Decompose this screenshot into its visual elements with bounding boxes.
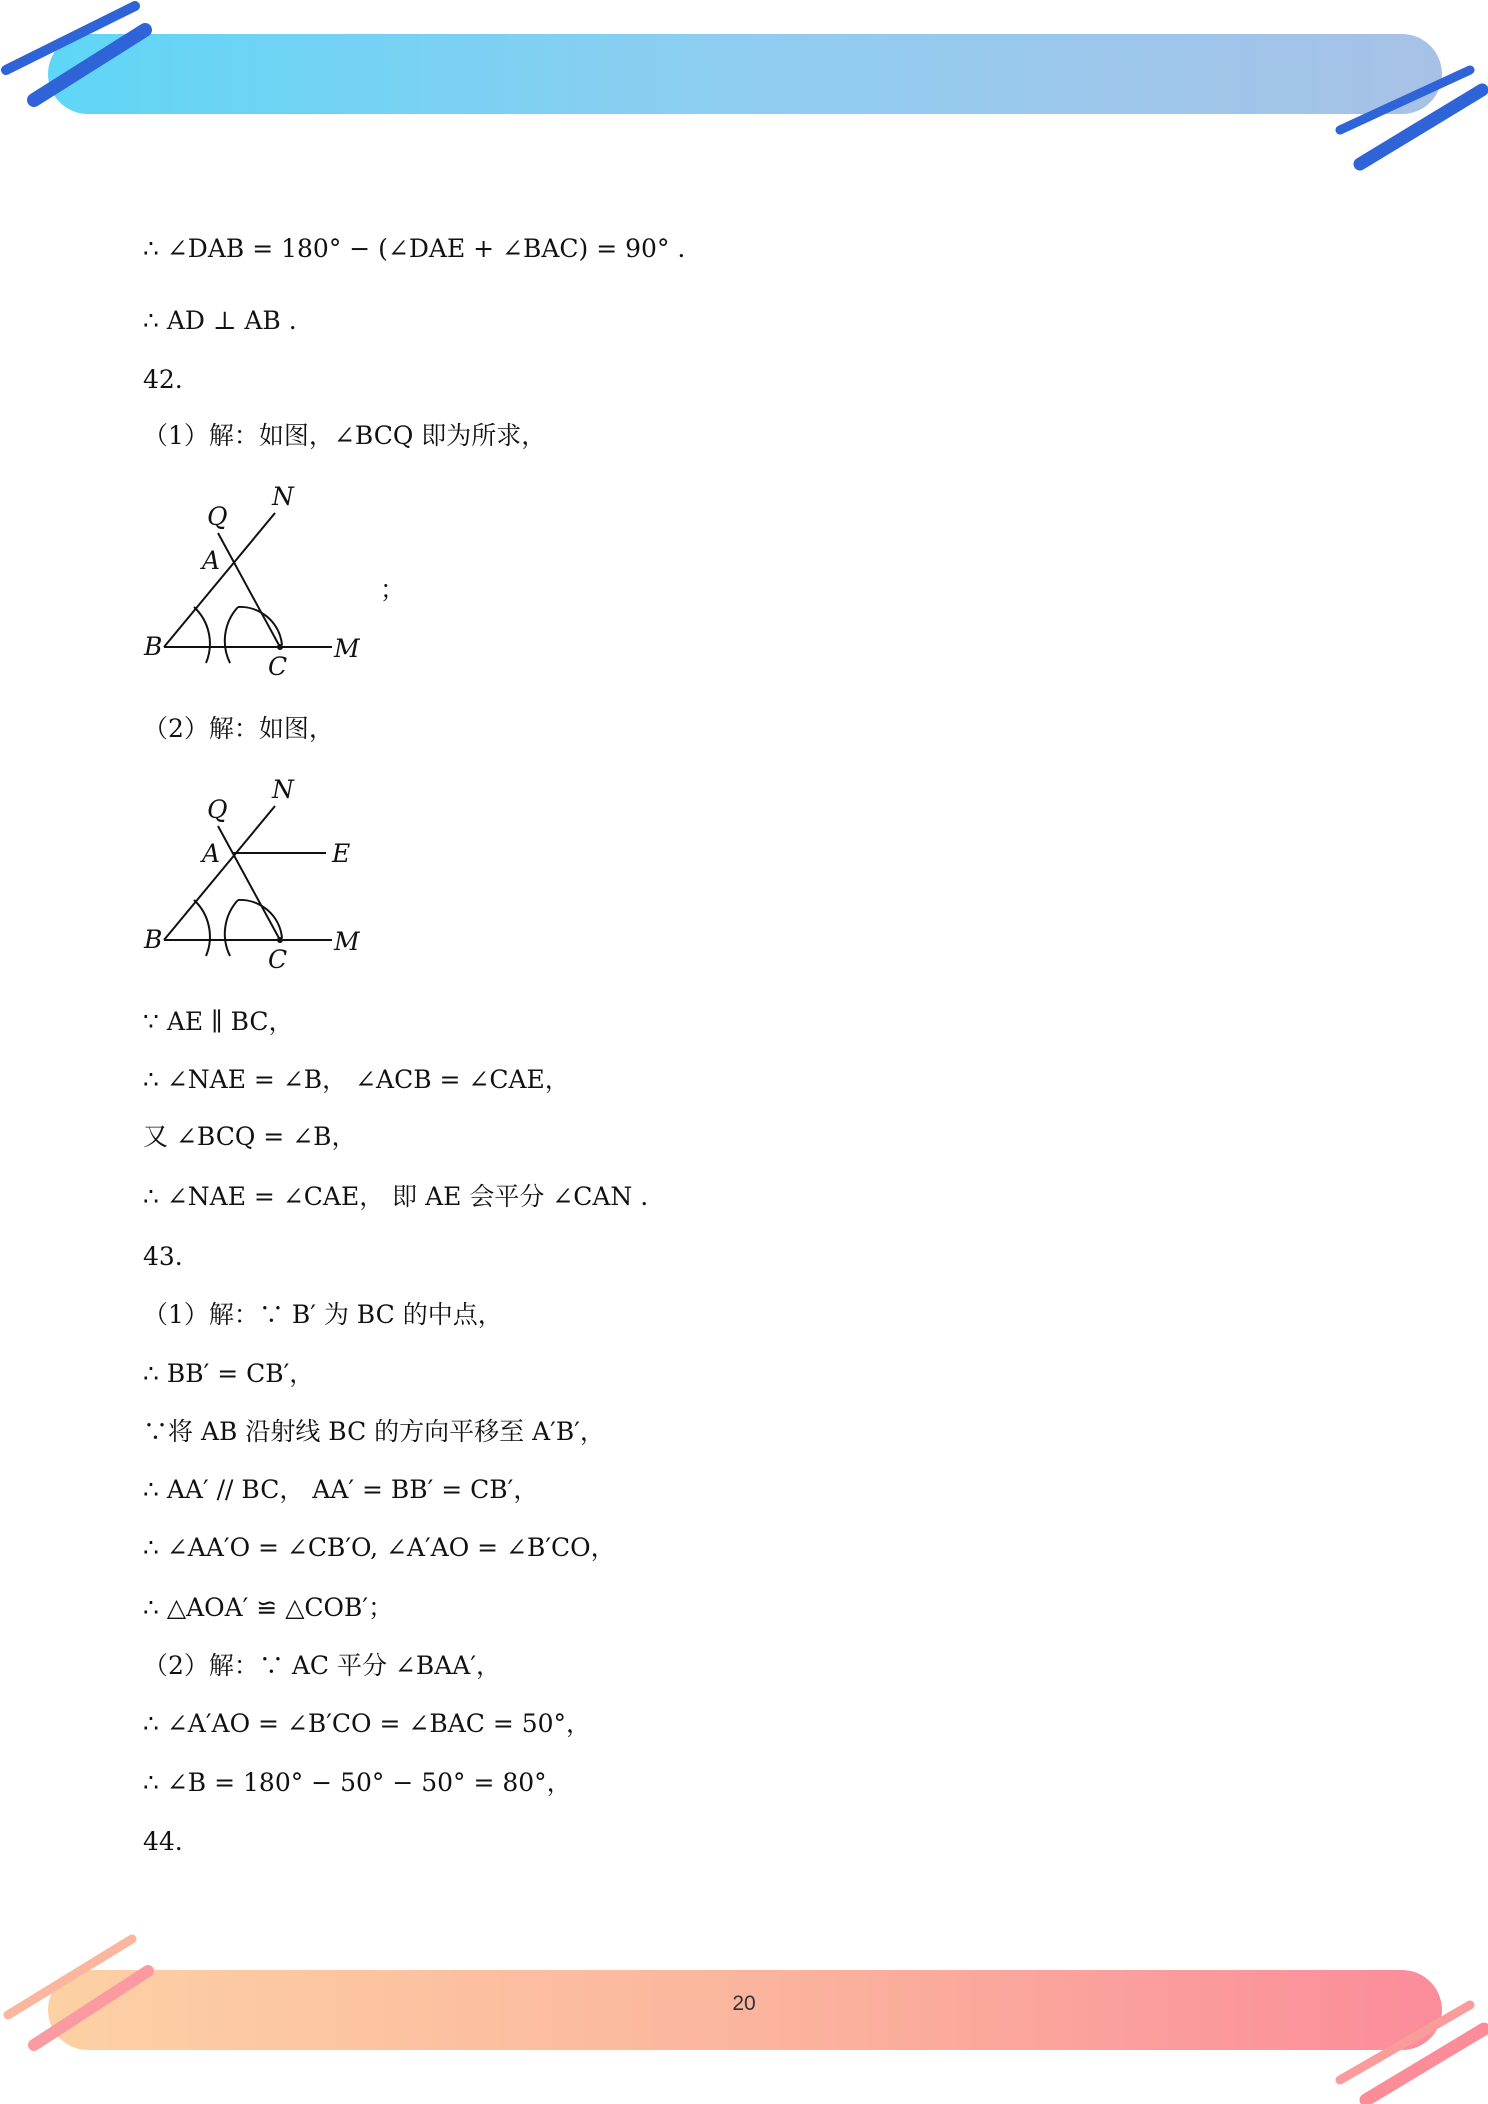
label-c: C <box>268 945 288 974</box>
label-e: E <box>332 839 351 868</box>
label-n: N <box>272 775 294 804</box>
geometry-figure-1 <box>140 475 380 685</box>
text-line: （2）解：如图， <box>143 714 334 743</box>
text-line: ∴ ∠B = 180° − 50° − 50° = 80°， <box>143 1768 572 1797</box>
text-line: ∴ BB′ = CB′， <box>143 1359 315 1388</box>
header-stripe-left <box>0 0 160 120</box>
label-q: Q <box>207 502 228 531</box>
text-line: ∴ ∠NAE = ∠CAE， 即 AE 会平分 ∠CAN . <box>143 1182 649 1211</box>
question-number: 43. <box>143 1242 183 1271</box>
text-line: ∴ AD ⊥ AB . <box>143 306 297 335</box>
segment-qc <box>218 826 280 940</box>
arc-c-small <box>225 900 238 956</box>
text-line: （2）解：∵ AC 平分 ∠BAA′， <box>143 1651 502 1680</box>
label-c: C <box>268 652 288 681</box>
text-line: （1）解：如图，∠BCQ 即为所求， <box>143 421 547 450</box>
text-line: ∴ ∠AA′O = ∠CB′O, ∠A′AO = ∠B′CO， <box>143 1533 616 1562</box>
ray-bn <box>164 513 275 647</box>
segment-qc <box>218 533 280 647</box>
label-b: B <box>144 632 163 661</box>
footer-stripe-left <box>0 1925 160 2055</box>
label-n: N <box>272 482 294 511</box>
geometry-figure-2 <box>140 768 380 978</box>
header-band <box>48 34 1442 114</box>
question-number: 44. <box>143 1827 183 1856</box>
text-line: ∴ ∠NAE = ∠B， ∠ACB = ∠CAE， <box>143 1065 570 1094</box>
trailing-semicolon: ； <box>380 575 406 604</box>
label-q: Q <box>207 795 228 824</box>
text-line: ∵ AE ∥ BC， <box>143 1007 294 1036</box>
text-line: （1）解：∵ B′ 为 BC 的中点， <box>143 1300 503 1329</box>
ray-bn <box>164 806 275 940</box>
arc-b <box>194 900 210 956</box>
question-number: 42. <box>143 365 183 394</box>
text-line: ∴ AA′ // BC， AA′ = BB′ = CB′， <box>143 1475 539 1504</box>
label-a: A <box>202 546 221 575</box>
text-line: ∵将 AB 沿射线 BC 的方向平移至 A′B′， <box>143 1417 605 1446</box>
arc-b <box>194 607 210 663</box>
label-b: B <box>144 925 163 954</box>
label-m: M <box>334 927 360 956</box>
page-number: 20 <box>732 1992 756 2015</box>
text-line: ∴ ∠A′AO = ∠B′CO = ∠BAC = 50°， <box>143 1709 592 1738</box>
text-line: 又 ∠BCQ = ∠B， <box>143 1122 357 1151</box>
text-line: ∴ △AOA′ ≌ △COB′； <box>143 1593 394 1622</box>
label-a: A <box>202 839 221 868</box>
text-line: ∴ ∠DAB = 180° − (∠DAE + ∠BAC) = 90° . <box>143 234 686 263</box>
label-m: M <box>334 634 360 663</box>
header-stripe-right <box>1320 50 1488 180</box>
arc-c-small <box>225 607 238 663</box>
